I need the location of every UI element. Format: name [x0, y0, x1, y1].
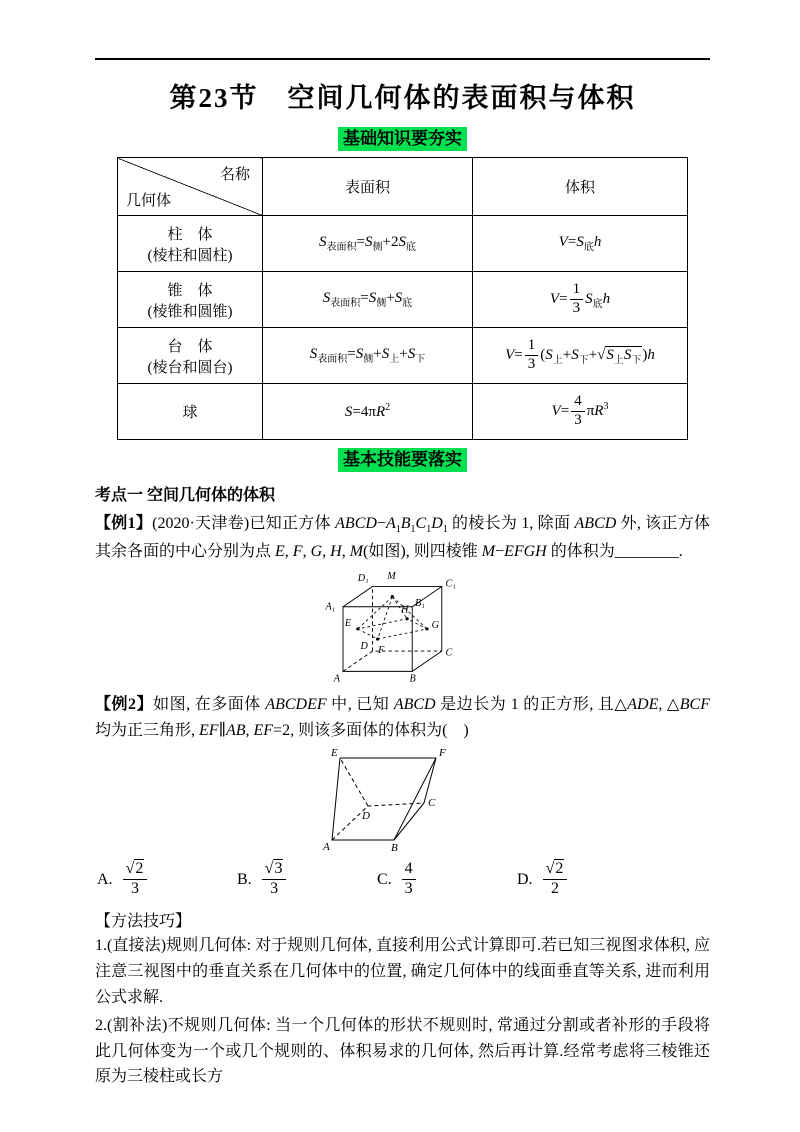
top-rule: [95, 58, 710, 60]
section-badge-skills: 基本技能要落实: [338, 448, 467, 472]
surface-formula: $S=4\pi R^2$: [263, 384, 473, 440]
option-d: [517, 861, 657, 898]
vertex-label: A: [322, 841, 330, 854]
vertex-label: E: [330, 748, 338, 760]
polyhedron-figure: [318, 748, 488, 853]
vertex-label: C: [444, 648, 452, 660]
method-tips-heading: 【方法技巧】: [95, 912, 192, 930]
cube-figure-wrap: [95, 568, 710, 688]
option-value: $\frac{√2}{3}$: [123, 861, 148, 898]
method-tip-2: 2.(割补法)不规则几何体: 当一个几何体的形状不规则时, 常通过分割或者补形的手段将此几何体变为一个或几个规则的、体积易求的几何体, 然后再计算.经常考虑将三棱锥还原为三棱柱或长方: [95, 1016, 710, 1086]
option-c: [377, 861, 517, 898]
surface-formula: $S_{表面积}=S_侧+S_上+S_下$: [263, 328, 473, 384]
option-label: A.: [97, 870, 113, 888]
vertex-label: G: [431, 620, 439, 632]
cube-labels: [324, 572, 455, 685]
surface-formula: $S_{表面积}=S_侧+2S_底$: [263, 216, 473, 272]
option-label: C.: [377, 870, 392, 888]
volume-formula: V= $\frac{4}{3}$ $\pi R^3$: [473, 384, 688, 440]
vertex-label: H: [400, 604, 408, 616]
header-solid: 几何体: [126, 193, 172, 210]
vertex-label: C₁: [444, 578, 456, 590]
header-name: 名称: [219, 167, 250, 184]
example1-text: 【例1】(2020·天津卷)已知正方体 $ABCD-A_1B_1C_1D_1$ 的棱长为 1, 除面 ABCD 外, 该正方体其余各面的中心分别为点 E, F, G, H, M(如图), 则四棱锥 M−EFGH 的体积为________.: [95, 515, 710, 560]
badge-row-knowledge: [95, 127, 710, 151]
polyhedron-labels: [322, 748, 446, 853]
option-value: $\frac{4}{3}$: [402, 861, 416, 898]
table-header-row: [118, 158, 688, 216]
table-row: [118, 216, 688, 272]
volume-formula: V= $\frac{1}{3}$ $S_底h$: [473, 272, 688, 328]
vertex-label: D: [360, 641, 368, 653]
option-value: $\frac{√2}{2}$: [543, 861, 568, 898]
polyhedron-hidden-edges: [332, 758, 424, 840]
vertex-label: A: [333, 674, 340, 686]
table-row: [118, 272, 688, 328]
table-row: [118, 384, 688, 440]
section-badge-knowledge: 基础知识要夯实: [338, 127, 467, 151]
solid-name: 球: [118, 384, 263, 440]
polyhedron-figure-wrap: [95, 748, 710, 853]
option-label: B.: [237, 870, 252, 888]
vertex-label: A₁: [324, 602, 335, 614]
vertex-label: M: [386, 571, 396, 583]
method-tip-1: 1.(直接法)规则几何体: 对于规则几何体, 直接利用公式计算即可.若已知三视图求体积, 应注意三视图中的垂直关系在几何体中的位置, 确定几何体中的线面垂直等关系, 进而利用公式求解.: [95, 936, 710, 1006]
option-a: [97, 861, 237, 898]
vertex-label: B: [408, 674, 416, 686]
volume-formula: $V=S_底h$: [473, 216, 688, 272]
solid-name: 锥 体 (棱锥和圆锥): [118, 272, 263, 328]
vertex-label: B: [390, 842, 398, 854]
topic-heading: 考点一 空间几何体的体积: [95, 487, 276, 505]
option-label: D.: [517, 870, 533, 888]
vertex-label: F: [377, 645, 384, 657]
surface-formula: $S_{表面积}=S_侧+S_底$: [263, 272, 473, 328]
example2-text: 【例2】如图, 在多面体 ABCDEF 中, 已知 ABCD 是边长为 1 的正方形, 且△ADE, △BCF 均为正三角形, EF∥AB, EF=2, 则该多面体的体积为( ): [95, 696, 710, 740]
option-value: $\frac{√3}{3}$: [262, 861, 287, 898]
vertex-label: D: [361, 810, 370, 823]
vertex-label: F: [438, 748, 446, 760]
polyhedron-solid-edges: [332, 758, 436, 840]
table-row: [118, 328, 688, 384]
volume-formula: V= $\frac{1}{3}$ $(S_上+S_下+√S_上S_下)h$: [473, 328, 688, 384]
vertex-label: B₁: [414, 598, 425, 610]
vertex-label: C: [427, 797, 435, 810]
header-volume: 体积: [473, 158, 688, 216]
answer-options: [97, 861, 710, 898]
diagonal-header-cell: [118, 158, 263, 216]
cube-figure: [315, 568, 491, 688]
vertex-label: D₁: [357, 573, 369, 585]
vertex-label: E: [344, 618, 351, 630]
formula-table: [117, 157, 688, 440]
page-title: 第23节 空间几何体的表面积与体积: [169, 83, 636, 113]
solid-name: 柱 体 (棱柱和圆柱): [118, 216, 263, 272]
header-surface: 表面积: [263, 158, 473, 216]
solid-name: 台 体 (棱台和圆台): [118, 328, 263, 384]
option-b: [237, 861, 377, 898]
badge-row-skills: [95, 448, 710, 472]
